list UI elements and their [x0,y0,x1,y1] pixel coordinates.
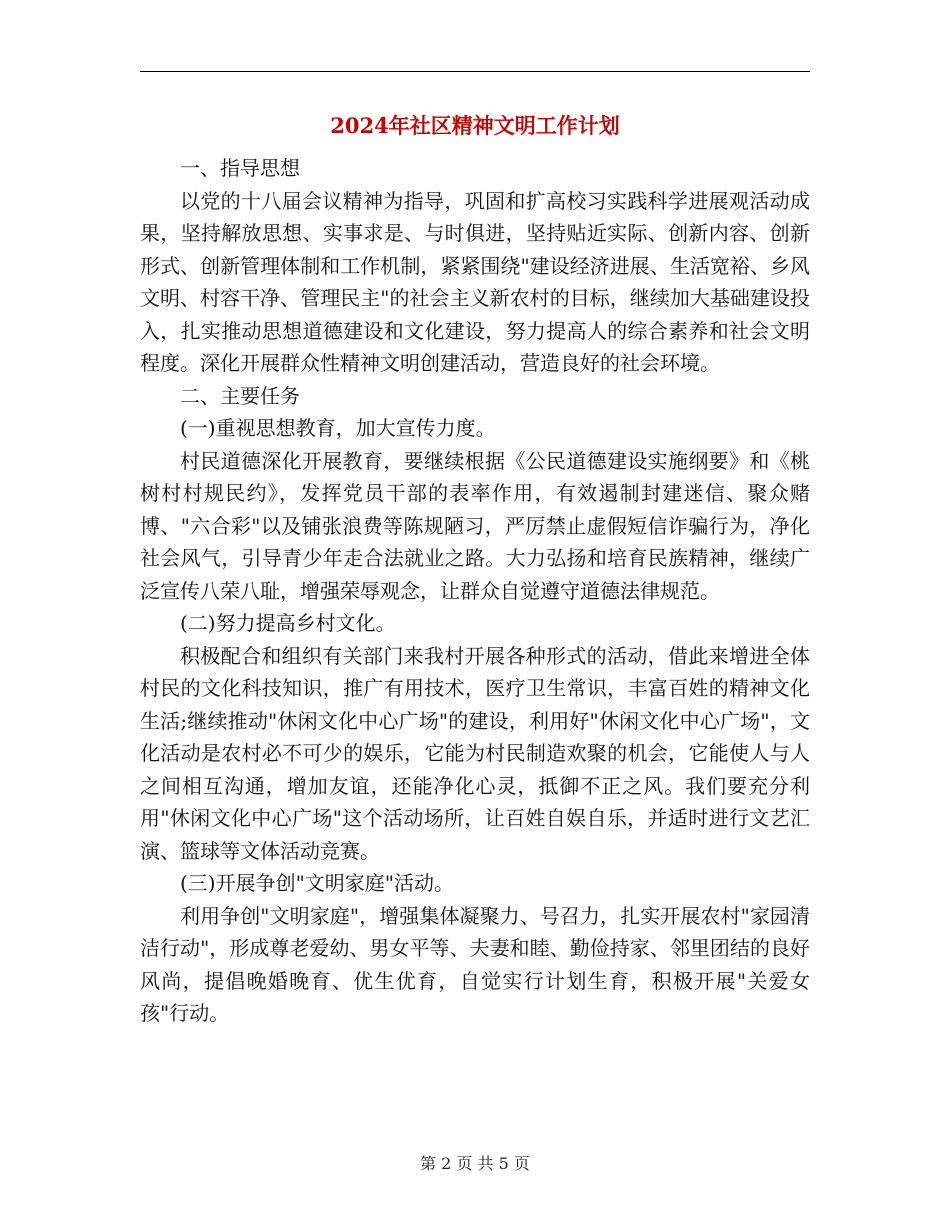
subsection-heading: (一)重视思想教育，加大宣传力度。 [180,416,496,440]
header-rule [140,71,810,72]
page-number: 第 2 页 共 5 页 [420,1154,530,1173]
document-title: 2024年社区精神文明工作计划 [330,113,620,138]
paragraph: 村民道德深化开展教育，要继续根据《公民道德建设实施纲要》和《桃树村村规民约》，发挥党员干部的表率作用，有效遏制封建迷信、聚众赌博、"六合彩"以及铺张浪费等陈规陋习，严厉禁止虚假短信诈骗行为，净化社会风气，引导青少年走合法就业之路。大力弘扬和培育民族精神，继续广泛宣传八荣八耻，增强荣辱观念，让群众自觉遵守道德法律规范。 [140,448,810,603]
paragraph: 积极配合和组织有关部门来我村开展各种形式的活动，借此来增进全体村民的文化科技知识，推广有用技术，医疗卫生常识，丰富百姓的精神文化生活;继续推动"休闲文化中心广场"的建设，利用好"休闲文化中心广场"，文化活动是农村必不可少的娱乐，它能为村民制造欢聚的机会，它能使人与人之间相互沟通，增加友谊，还能净化心灵，抵御不正之风。我们要充分利用"休闲文化中心广场"这个活动场所，让百姓自娱自乐，并适时进行文艺汇演、篮球等文体活动竞赛。 [140,643,810,863]
paragraph: 利用争创"文明家庭"，增强集体凝聚力、号召力，扎实开展农村"家园清洁行动"，形成尊老爱幼、男女平等、夫妻和睦、勤俭持家、邻里团结的良好风尚，提倡晚婚晚育、优生优育，自觉实行计划生育，积极开展"关爱女孩"行动。 [140,903,810,1025]
section-heading: 二、主要任务 [180,383,300,408]
paragraph: 以党的十八届会议精神为指导，巩固和扩高校习实践科学进展观活动成果，坚持解放思想、实事求是、与时俱进，坚持贴近实际、创新内容、创新形式、创新管理体制和工作机制，紧紧围绕"建设经济进展、生活宽裕、乡风文明、村容干净、管理民主"的社会主义新农村的目标，继续加大基础建设投入，扎实推动思想道德建设和文化建设，努力提高人的综合素养和社会文明程度。深化开展群众性精神文明创建活动，营造良好的社会环境。 [140,188,810,375]
subsection-heading: (二)努力提高乡村文化。 [180,611,396,635]
section-heading: 一、指导思想 [180,156,300,180]
subsection-heading: (三)开展争创"文明家庭"活动。 [180,871,455,895]
document-body [140,152,810,1030]
